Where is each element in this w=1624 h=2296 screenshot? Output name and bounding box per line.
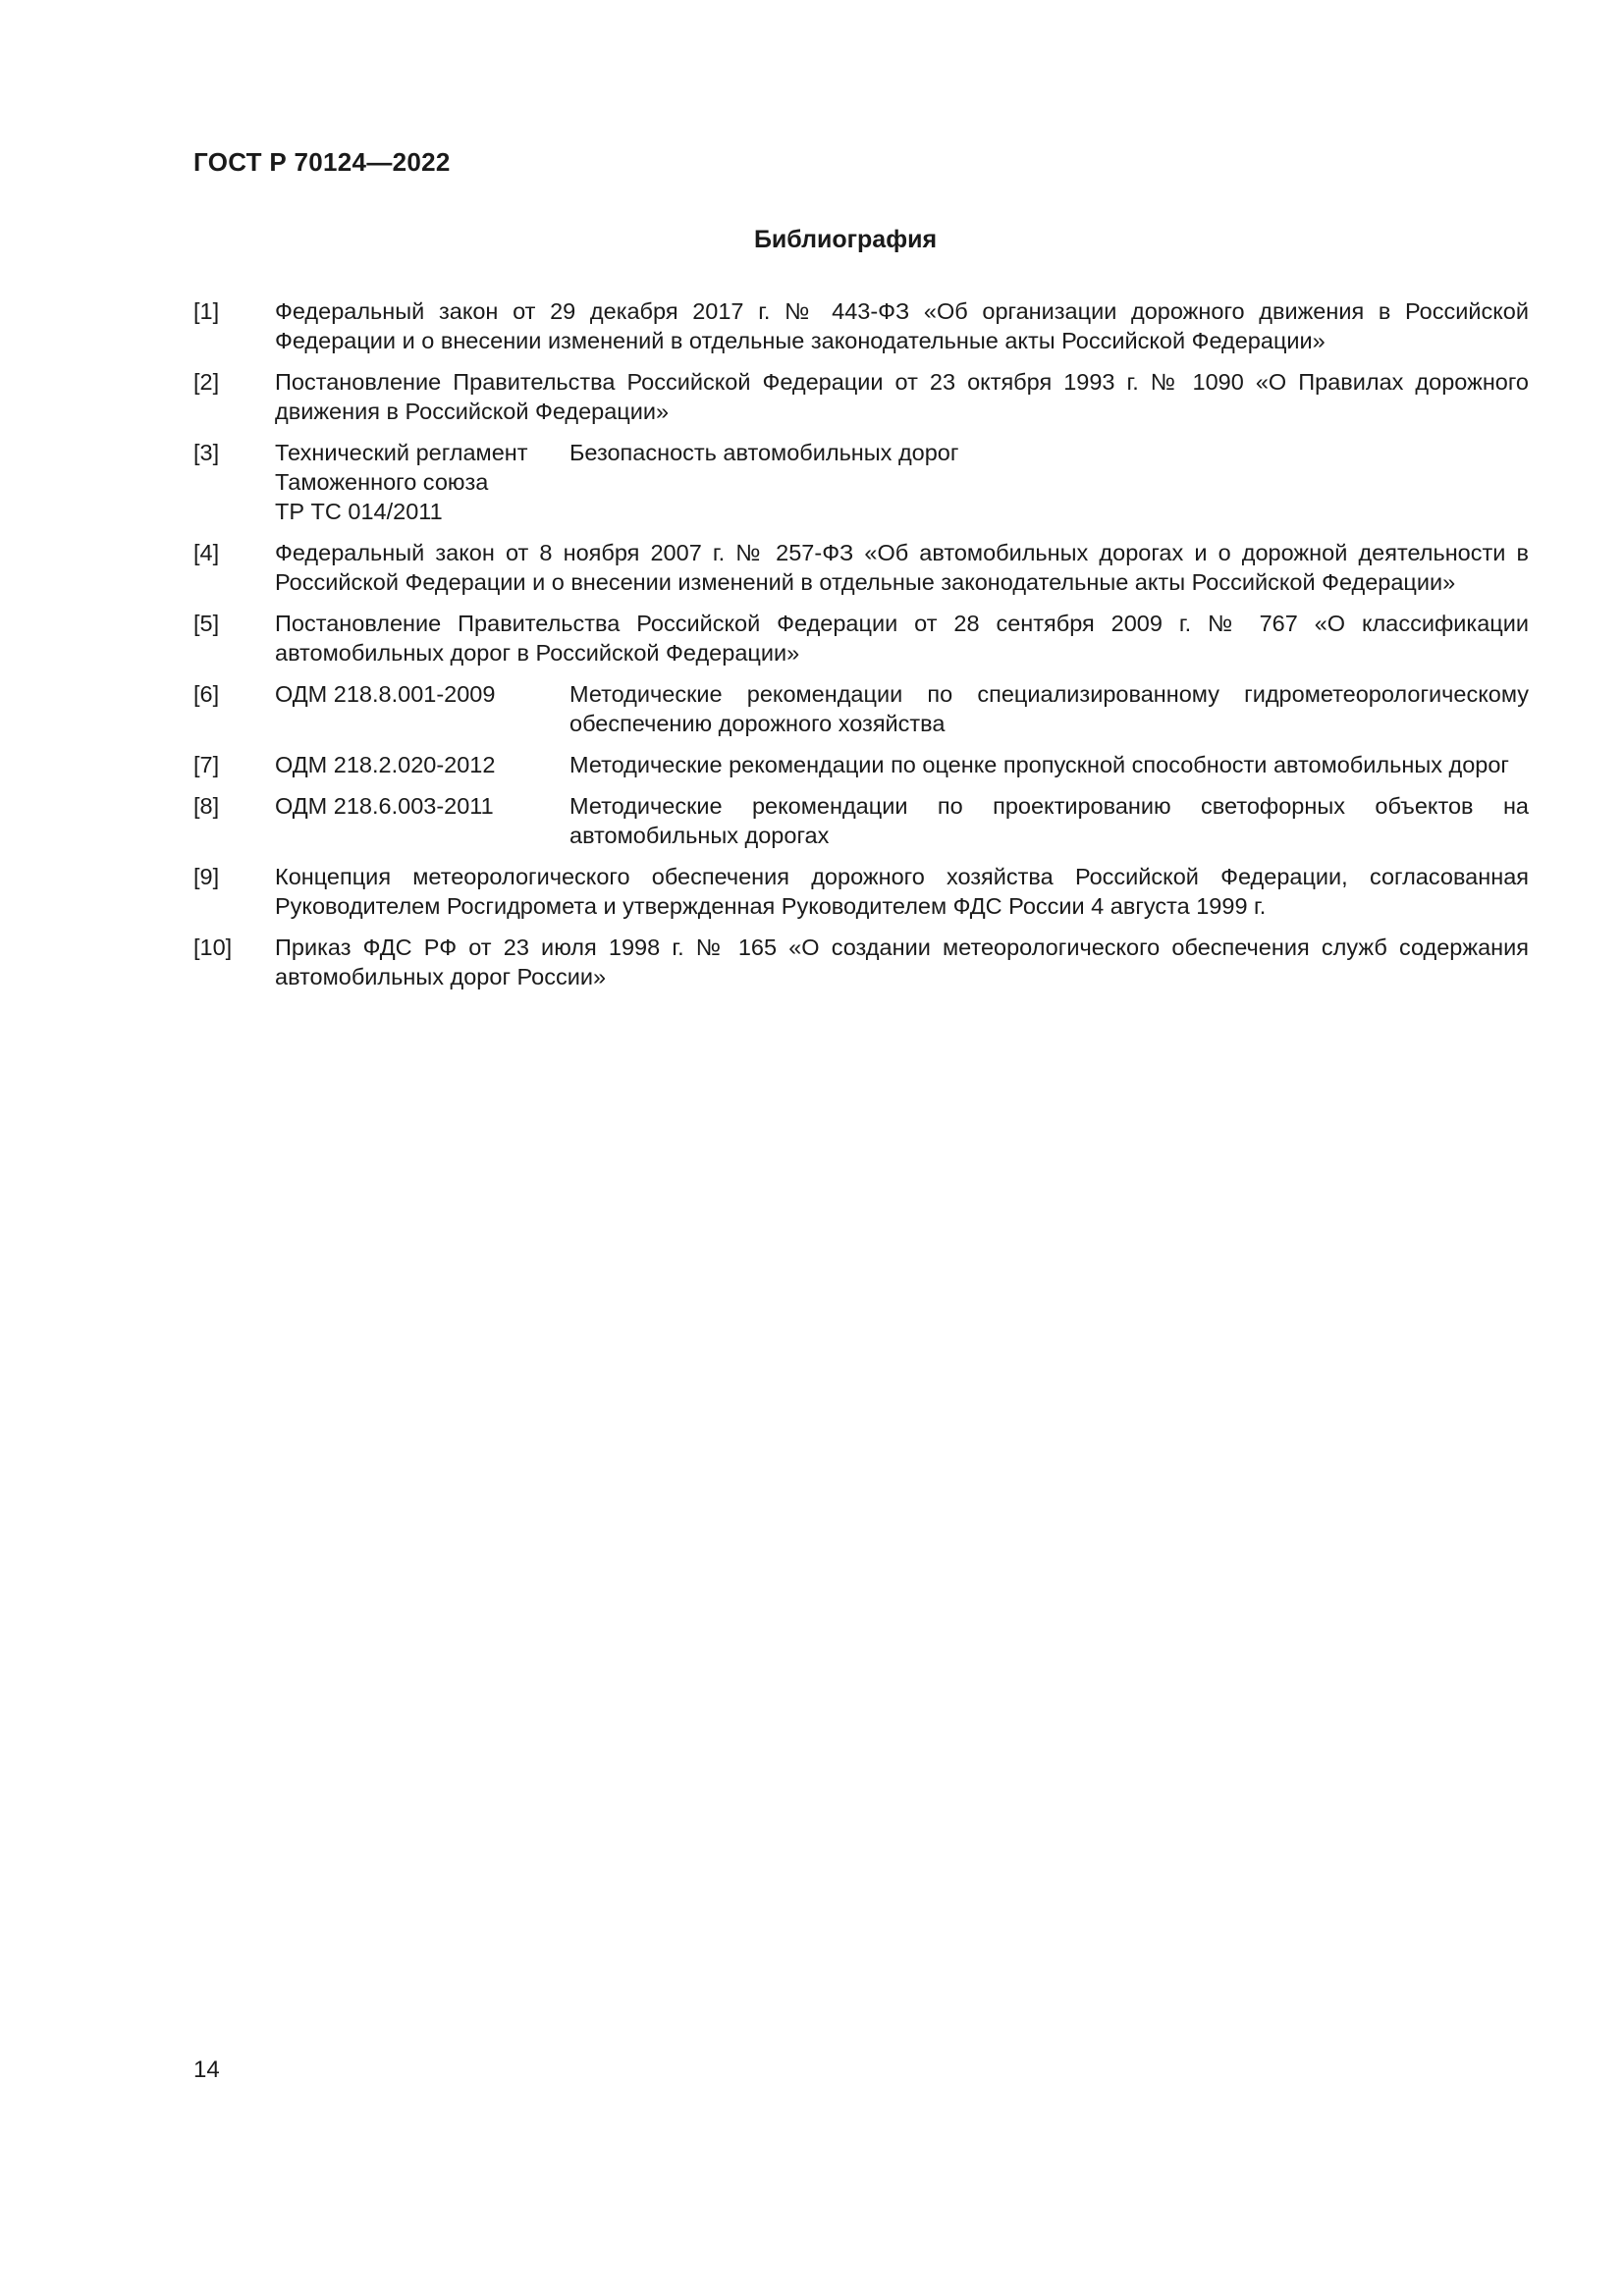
bibliography-item-7 (193, 750, 1529, 779)
bibliography-item-8 (193, 791, 1529, 850)
bibliography-number: [7] (193, 752, 220, 777)
bibliography-text: Федеральный закон от 29 декабря 2017 г. № 443-ФЗ «Об организации дорожного движения в Российской Федерации и о внесении изменений в отдельные законодательные акты Российской Федерации» (275, 298, 1529, 353)
bibliography-number: [4] (193, 540, 220, 565)
bibliography-number: [6] (193, 681, 220, 707)
bibliography-item-3 (193, 438, 1529, 526)
bibliography-number: [8] (193, 793, 220, 819)
bibliography-entry (275, 791, 1529, 850)
bibliography-item-2 (193, 367, 1529, 426)
bibliography-description: Методические рекомендации по специализированному гидрометеорологическому обеспечению дорожного хозяйства (569, 681, 1529, 736)
bibliography-entry (275, 438, 1529, 526)
bibliography-text: Постановление Правительства Российской Федерации от 23 октября 1993 г. № 1090 «О Правилах дорожного движения в Российской Федерации» (275, 369, 1529, 424)
bibliography-code: ОДМ 218.6.003-2011 (275, 793, 494, 819)
page-number: 14 (193, 2056, 220, 2083)
bibliography-number: [3] (193, 440, 220, 465)
bibliography-code-line: Технический регламент (275, 440, 528, 465)
bibliography-entry (275, 750, 1529, 779)
bibliography-code: ОДМ 218.8.001-2009 (275, 681, 496, 707)
bibliography-code (275, 438, 569, 526)
bibliography-item-5 (193, 609, 1529, 667)
bibliography-entry (275, 679, 1529, 738)
bibliography-item-1 (193, 296, 1529, 355)
bibliography-code: ОДМ 218.2.020-2012 (275, 752, 496, 777)
bibliography-description: Безопасность автомобильных дорог (569, 440, 959, 465)
bibliography-text: Федеральный закон от 8 ноября 2007 г. № 257-ФЗ «Об автомобильных дорогах и о дорожной деятельности в Российской Федерации и о внесении изменений в отдельные законодательные акты Российской Федерации» (275, 540, 1529, 595)
bibliography-text: Приказ ФДС РФ от 23 июля 1998 г. № 165 «О создании метеорологического обеспечения служб содержания автомобильных дорог России» (275, 934, 1529, 989)
section-title-text: Библиография (753, 226, 938, 253)
bibliography-description: Методические рекомендации по проектированию светофорных объектов на автомобильных дорогах (569, 793, 1529, 848)
bibliography-number: [2] (193, 369, 220, 395)
bibliography-code-line: ТР ТС 014/2011 (275, 499, 443, 524)
bibliography-number: [10] (193, 934, 233, 960)
bibliography-number: [9] (193, 864, 220, 889)
bibliography-number: [1] (193, 298, 220, 324)
section-title (0, 226, 1624, 254)
bibliography-list (193, 296, 1529, 1003)
bibliography-item-6 (193, 679, 1529, 738)
bibliography-number: [5] (193, 611, 220, 636)
bibliography-item-10 (193, 933, 1529, 991)
bibliography-item-9 (193, 862, 1529, 921)
bibliography-code-line: Таможенного союза (275, 469, 489, 495)
bibliography-description: Методические рекомендации по оценке пропускной способности автомобильных дорог (569, 752, 1509, 777)
bibliography-item-4 (193, 538, 1529, 597)
bibliography-text: Постановление Правительства Российской Федерации от 28 сентября 2009 г. № 767 «О классификации автомобильных дорог в Российской Федерации» (275, 611, 1529, 666)
bibliography-text: Концепция метеорологического обеспечения дорожного хозяйства Российской Федерации, согласованная Руководителем Росгидромета и утвержденная Руководителем ФДС России 4 августа 1999 г. (275, 864, 1529, 919)
document-id: ГОСТ Р 70124—2022 (193, 147, 451, 177)
